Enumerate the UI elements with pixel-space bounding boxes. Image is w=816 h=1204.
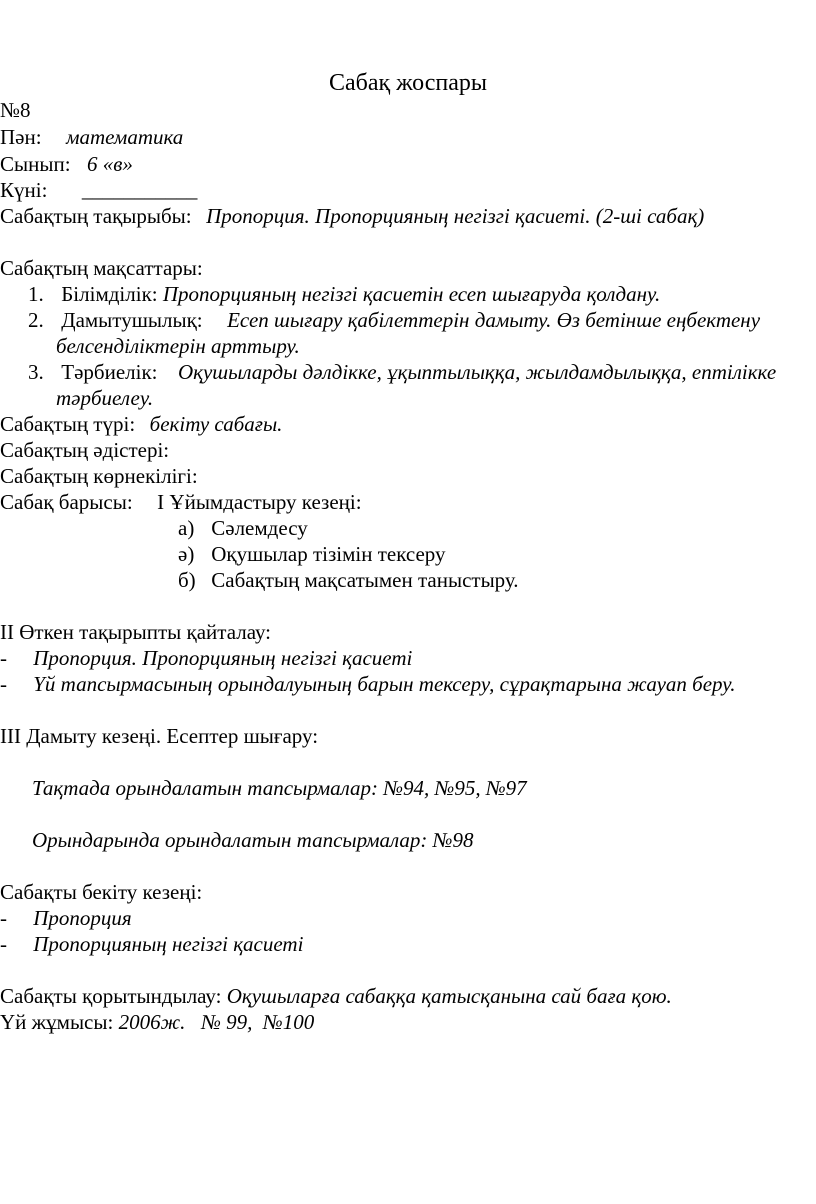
goal-text-continued: белсенділіктерін арттыру.: [56, 334, 300, 358]
subject-line: [0, 124, 183, 150]
progress-step: [178, 515, 308, 541]
progress-line: [0, 489, 362, 515]
homework-line: [0, 1009, 314, 1035]
goal-item: [28, 307, 760, 333]
goal-item: [28, 281, 660, 307]
consolidation-item: [0, 905, 132, 931]
consolidation-item-text: Пропорция: [33, 906, 132, 930]
development-heading: III Дамыту кезеңі. Есептер шығару:: [0, 724, 319, 748]
progress-stage: I Ұйымдастыру кезеңі:: [157, 490, 362, 514]
document-title: Сабақ жоспары: [328, 70, 488, 96]
summary-label: Сабақты қорытындылау:: [0, 984, 222, 1008]
goal-label: Білімділік:: [61, 282, 158, 306]
goal-text-continued: тәрбиелеу.: [56, 386, 154, 410]
goal-number: 3.: [28, 360, 44, 384]
grade-value: 6 «в»: [87, 152, 133, 176]
subject-value: математика: [66, 125, 184, 149]
subject-label: Пән:: [0, 125, 42, 149]
day-line: [0, 177, 197, 203]
methods-label: Сабақтың әдістері:: [0, 438, 170, 462]
review-item: [0, 671, 736, 697]
step-text: Сабақтың мақсатымен таныстыру.: [211, 568, 519, 592]
day-label: Күні:: [0, 178, 48, 202]
review-item-text: Үй тапсырмасының орындалуының барын тексеру, сұрақтарына жауап беру.: [33, 672, 736, 696]
step-marker: ә): [178, 542, 195, 566]
goal-text: Есеп шығару қабілеттерін дамыту. Өз бетінше еңбектену: [227, 308, 761, 332]
homework-label: Үй жұмысы:: [0, 1010, 114, 1034]
topic-line: [0, 203, 704, 229]
dash-marker: -: [0, 672, 7, 696]
dash-marker: -: [0, 906, 7, 930]
step-text: Сәлемдесу: [211, 516, 308, 540]
grade-label: Сынып:: [0, 152, 71, 176]
visuals-label: Сабақтың көрнекілігі:: [0, 464, 198, 488]
step-marker: б): [178, 568, 196, 592]
progress-label: Сабақ барысы:: [0, 490, 133, 514]
review-item-text: Пропорция. Пропорцияның негізгі қасиеті: [33, 646, 413, 670]
summary-value: Оқушыларға сабаққа қатысқанына сай баға қою.: [226, 984, 672, 1008]
goals-heading: Сабақтың мақсаттары:: [0, 256, 203, 280]
topic-value: Пропорция. Пропорцияның негізгі қасиеті. (2-ші сабақ): [206, 204, 705, 228]
homework-value: 2006ж. № 99, №100: [118, 1010, 315, 1034]
type-label: Сабақтың түрі:: [0, 412, 136, 436]
goal-label: Дамытушылық:: [61, 308, 203, 332]
goal-label: Тәрбиелік:: [61, 360, 158, 384]
goal-number: 2.: [28, 308, 44, 332]
goal-text: Оқушыларды дәлдікке, ұқыптылыққа, жылдамдылыққа, ептілікке: [178, 360, 777, 384]
goal-number: 1.: [28, 282, 44, 306]
review-item: [0, 645, 412, 671]
dash-marker: -: [0, 932, 7, 956]
type-line: [0, 411, 282, 437]
review-heading: II Өткен тақырыпты қайталау:: [0, 620, 272, 644]
dash-marker: -: [0, 646, 7, 670]
progress-step: [178, 567, 519, 593]
step-text: Оқушылар тізімін тексеру: [211, 542, 446, 566]
board-tasks: Тақтада орындалатын тапсырмалар: №94, №95, №97: [32, 776, 527, 800]
step-marker: а): [178, 516, 195, 540]
summary-line: [0, 983, 672, 1009]
grade-line: [0, 151, 133, 177]
goal-item: [28, 359, 776, 385]
consolidation-item-text: Пропорцияның негізгі қасиеті: [33, 932, 304, 956]
progress-step: [178, 541, 446, 567]
consolidation-heading: Сабақты бекіту кезеңі:: [0, 880, 203, 904]
topic-label: Сабақтың тақырыбы:: [0, 204, 192, 228]
type-value: бекіту сабағы.: [149, 412, 283, 436]
consolidation-item: [0, 931, 303, 957]
lesson-number: №8: [0, 98, 31, 122]
day-value: ___________: [81, 178, 198, 202]
goal-text: Пропорцияның негізгі қасиетін есеп шығаруда қолдану.: [162, 282, 661, 306]
seat-tasks: Орындарында орындалатын тапсырмалар: №98: [32, 828, 474, 852]
